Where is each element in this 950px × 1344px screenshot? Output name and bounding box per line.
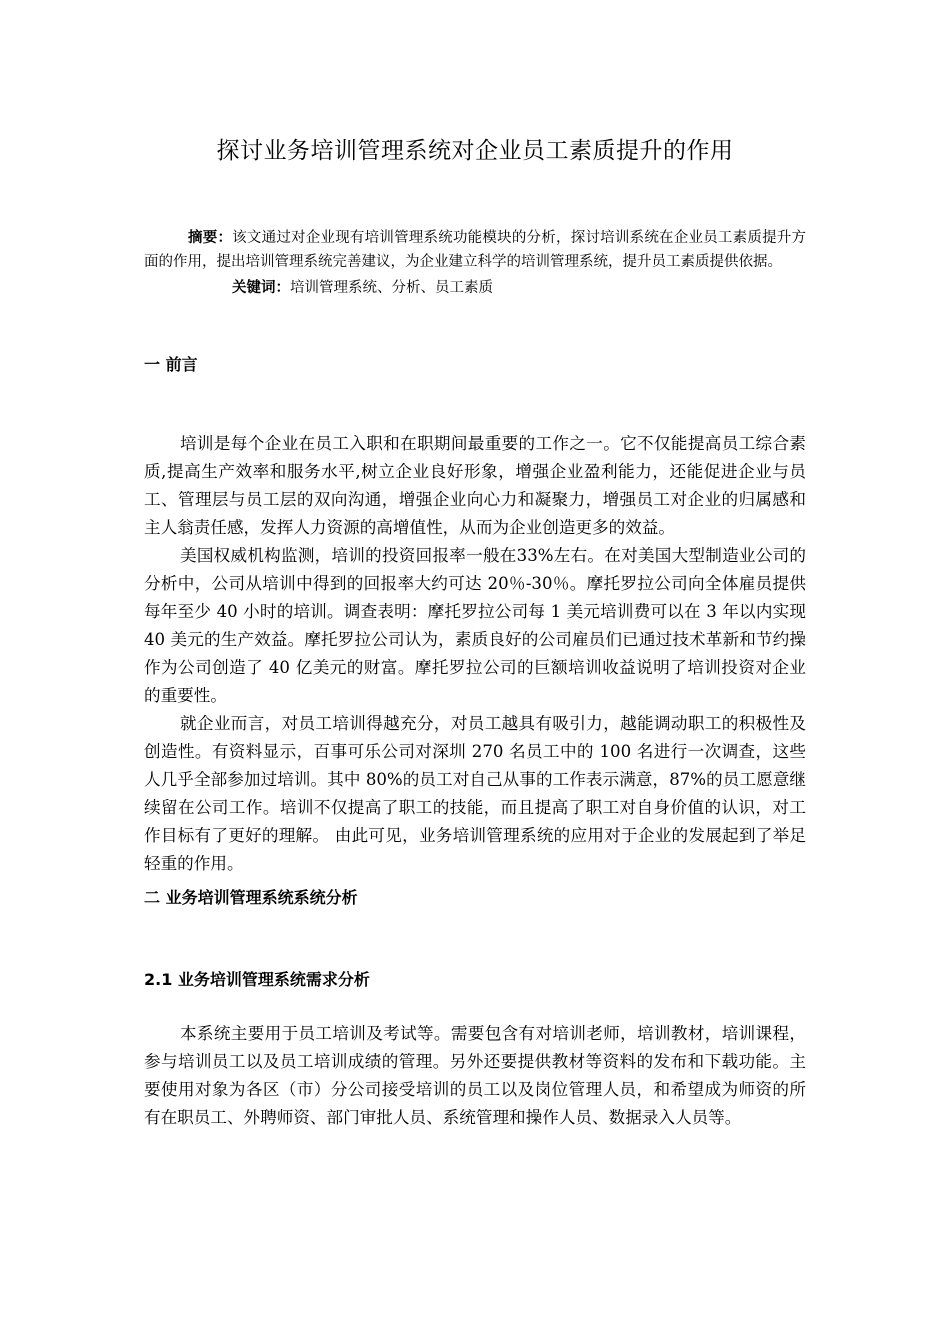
- subsection-heading-requirements: 2.1 业务培训管理系统需求分析: [144, 970, 370, 989]
- body-paragraph: 本系统主要用于员工培训及考试等。需要包含有对培训老师，培训教材，培训课程，参与培训员工以及员工培训成绩的管理。另外还要提供教材等资料的发布和下载功能。主要使用对象为各区（市）分公司接受培训的员工以及岗位管理人员，和希望成为师资的所有在职员工、外聘师资、部门审批人员、系统管理和操作人员、数据录入人员等。: [144, 1024, 806, 1127]
- keywords-label: 关键词：: [232, 280, 290, 296]
- abstract-label: 摘要：: [188, 230, 233, 246]
- section-body-intro: [144, 430, 806, 878]
- subsection-body-requirements: [144, 1020, 806, 1132]
- document-title: 探讨业务培训管理系统对企业员工素质提升的作用: [216, 138, 734, 164]
- keywords-text: 培训管理系统、分析、员工素质: [290, 280, 493, 296]
- abstract-text: 该文通过对企业现有培训管理系统功能模块的分析，探讨培训系统在企业员工素质提升方面的作用，提出培训管理系统完善建议，为企业建立科学的培训管理系统，提升员工素质提供依据。: [144, 230, 807, 270]
- abstract-block: [144, 226, 806, 300]
- body-paragraph: 美国权威机构监测，培训的投资回报率一般在33%左右。在对美国大型制造业公司的分析中，公司从培训中得到的回报率大约可达 20％-30％。摩托罗拉公司向全体雇员提供每年至少 40 小时的培训。调查表明：摩托罗拉公司每 1 美元培训费可以在 3 年以内实现 40 美元的生产效益。摩托罗拉公司认为，素质良好的公司雇员们已通过技术革新和节约操作为公司创造了 40 亿美元的财富。摩托罗拉公司的巨额培训收益说明了培训投资对企业的重要性。: [144, 546, 806, 705]
- section-heading-intro: 一 前言: [144, 355, 198, 374]
- section-heading-analysis: 二 业务培训管理系统系统分析: [144, 888, 358, 907]
- body-paragraph: 培训是每个企业在员工入职和在职期间最重要的工作之一。它不仅能提高员工综合素质,提高生产效率和服务水平,树立企业良好形象，增强企业盈利能力，还能促进企业与员工、管理层与员工层的双向沟通，增强企业向心力和凝聚力，增强员工对企业的归属感和主人翁责任感，发挥人力资源的高增值性，从而为企业创造更多的效益。: [144, 434, 806, 537]
- abstract-paragraph: [144, 226, 806, 274]
- body-paragraph: 就企业而言，对员工培训得越充分，对员工越具有吸引力，越能调动职工的积极性及创造性。有资料显示，百事可乐公司对深圳 270 名员工中的 100 名进行一次调查，这些人几乎全部参加过培训。其中 80%的员工对自己从事的工作表示满意，87%的员工愿意继续留在公司工作。培训不仅提高了职工的技能，而且提高了职工对自身价值的认识，对工作目标有了更好的理解。 由此可见，业务培训管理系统的应用对于企业的发展起到了举足轻重的作用。: [144, 714, 806, 873]
- keywords-paragraph: [144, 276, 806, 300]
